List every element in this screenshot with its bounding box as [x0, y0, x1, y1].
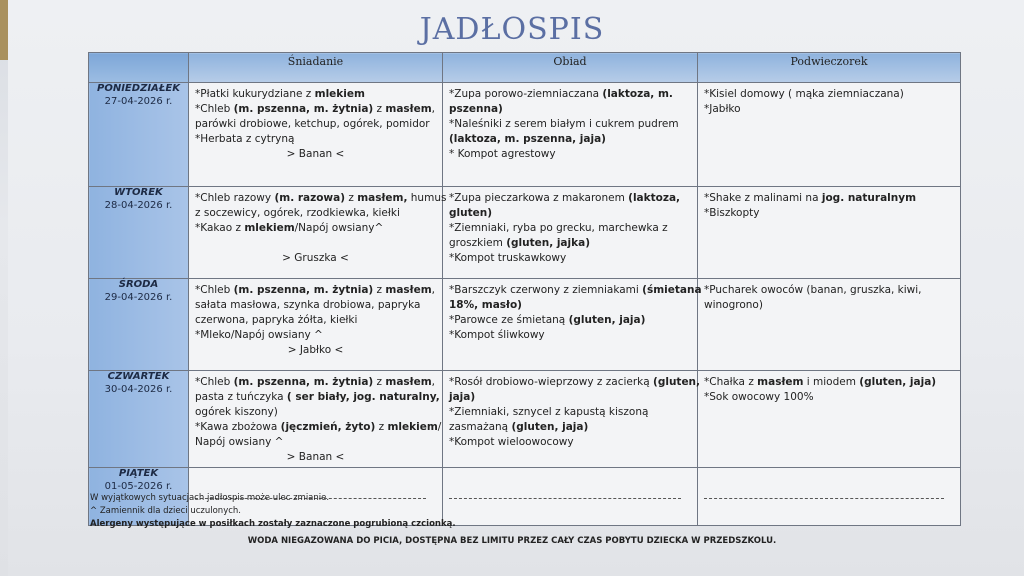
note-menu-change: W wyjątkowych sytuacjach jadłospis może ulec zmianie. [90, 493, 330, 503]
allergen-text: gluten) [449, 207, 493, 219]
meal-cell-lunch [443, 371, 701, 468]
meal-line [195, 251, 436, 266]
meal-text: z [375, 421, 388, 433]
allergen-text: (m. pszenna, m. żytnia) [233, 103, 374, 115]
meal-text: *Kakao z [195, 222, 245, 234]
allergen-text: (m. razowa) [274, 192, 346, 204]
meal-line [449, 132, 691, 147]
meal-line [449, 236, 691, 251]
allergen-text: masłem [385, 103, 432, 115]
meal-text: *Pucharek owoców (banan, gruszka, kiwi, [704, 284, 922, 296]
meal-line [449, 420, 691, 435]
meal-line [449, 283, 702, 298]
meal-text: > Jabłko < [287, 344, 344, 356]
meal-line [449, 251, 691, 266]
meal-line [195, 313, 436, 328]
meal-text: *Jabłko [704, 103, 741, 115]
meal-text: *Chleb [195, 284, 234, 296]
meal-text: *Naleśniki z serem białym i cukrem pudrem [449, 118, 679, 130]
meal-line [449, 191, 691, 206]
page-title: JADŁOSPIS [419, 12, 605, 47]
meal-line [449, 390, 691, 405]
meal-text: *Kawa zbożowa [195, 421, 281, 433]
allergen-text: (m. pszenna, m. żytnia) [233, 284, 374, 296]
day-name: WTOREK [114, 187, 163, 198]
allergen-text: ( ser biały, jog. naturalny, [286, 391, 440, 403]
allergen-text: (m. pszenna, m. żytnia) [233, 376, 374, 388]
allergen-text: jaja) [449, 391, 476, 403]
footnotes [90, 492, 456, 531]
meal-line [449, 102, 691, 117]
meal-line [704, 102, 954, 117]
meal-line [449, 298, 691, 313]
meal-text: z [373, 284, 386, 296]
meal-text: sałata masłowa, szynka drobiowa, papryka [195, 299, 421, 311]
meal-line [195, 147, 436, 162]
meal-text: , [431, 103, 435, 115]
meal-text: *Kompot truskawkowy [449, 252, 567, 264]
day-date: 27-04-2026 r. [104, 96, 173, 107]
meal-line [449, 87, 691, 102]
day-row [89, 371, 961, 468]
meal-text: *Sok owocowy 100% [704, 391, 814, 403]
meal-line [195, 132, 436, 147]
meal-text: winogrono) [704, 299, 763, 311]
meal-text: ogórek kiszony) [195, 406, 278, 418]
allergen-text: pszenna) [449, 103, 503, 115]
meal-text: *Barszczyk czerwony z ziemniakami [449, 284, 643, 296]
allergen-text: (jęczmień, żyto) [280, 421, 376, 433]
column-header-breakfast: Śniadanie [189, 53, 443, 83]
meal-line [195, 298, 436, 313]
day-name: ŚRODA [118, 279, 159, 290]
day-name: PONIEDZIAŁEK [97, 83, 180, 94]
meal-cell-snack [698, 279, 961, 371]
meal-line [449, 313, 691, 328]
day-label-cell [89, 371, 189, 468]
meal-line [195, 102, 436, 117]
meal-line [195, 405, 436, 420]
corner-cell [89, 53, 189, 83]
meal-text: * Kompot agrestowy [449, 148, 556, 160]
meal-line [195, 87, 436, 102]
allergen-text: (gluten, [653, 376, 701, 388]
allergen-text: masłem [385, 284, 432, 296]
meal-text: z [345, 192, 358, 204]
meal-cell-breakfast [189, 83, 443, 187]
meal-text: *Parowce ze śmietaną [449, 314, 569, 326]
day-row [89, 187, 961, 279]
meal-line [704, 298, 954, 313]
meal-text: *Zupa pieczarkowa z makaronem [449, 192, 629, 204]
meal-line [449, 435, 691, 450]
meal-line [195, 206, 436, 221]
day-label-cell [89, 187, 189, 279]
allergen-text: mlekiem [387, 421, 438, 433]
meal-text: czerwona, papryka żółta, kiełki [195, 314, 358, 326]
meal-text: , [431, 284, 435, 296]
allergen-text: masłem [757, 376, 804, 388]
meal-line [704, 191, 954, 206]
meal-line [195, 117, 436, 132]
meal-line [704, 390, 954, 405]
meal-cell-snack [698, 187, 961, 279]
allergen-text: masłem [385, 376, 432, 388]
allergen-text: (gluten, jaja) [859, 376, 937, 388]
note-substitute: ^ Zamiennik dla dzieci uczulonych. [90, 506, 241, 516]
day-date: 29-04-2026 r. [104, 292, 173, 303]
meal-text: parówki drobiowe, ketchup, ogórek, pomidor [195, 118, 430, 130]
meal-cell-breakfast [189, 371, 443, 468]
meal-text: *Chleb [195, 376, 234, 388]
day-name: CZWARTEK [107, 371, 170, 382]
meal-text: pasta z tuńczyka [195, 391, 287, 403]
meal-text: *Chałka z [704, 376, 758, 388]
meal-line [449, 206, 691, 221]
meal-cell-breakfast [189, 187, 447, 279]
allergen-text: (laktoza, m. pszenna, jaja) [449, 133, 606, 145]
meal-text: , [431, 376, 435, 388]
allergen-text: 18%, masło) [449, 299, 522, 311]
meal-line [449, 221, 691, 236]
water-notice: WODA NIEGAZOWANA DO PICIA, DOSTĘPNA BEZ LIMITU PRZEZ CAŁY CZAS POBYTU DZIECKA W PRZEDSZKOLU. [247, 536, 777, 546]
meal-line [195, 191, 447, 206]
allergen-text: mlekiem [244, 222, 295, 234]
column-header-snack: Podwieczorek [698, 53, 961, 83]
meal-text: *Płatki kukurydziane z [195, 88, 315, 100]
meal-line [195, 390, 440, 405]
meal-cell-breakfast [189, 279, 443, 371]
meal-text: humus [407, 192, 447, 204]
allergen-text: (gluten, jaja) [511, 421, 589, 433]
meal-line [195, 450, 436, 465]
meal-cell-lunch [443, 83, 698, 187]
day-date: 01-05-2026 r. [104, 481, 173, 492]
meal-line [704, 283, 954, 298]
meal-text: *Rosół drobiowo-wieprzowy z zacierką [449, 376, 654, 388]
meal-cell-snack [698, 371, 961, 468]
note-allergens: Alergeny występujące w posiłkach zostały zaznaczone pogrubioną czcionką. [90, 519, 456, 529]
meal-text: *Chleb razowy [195, 192, 275, 204]
empty-entry-line [449, 498, 681, 499]
meal-text: Napój owsiany ^ [195, 436, 284, 448]
meal-line [195, 221, 436, 236]
meal-text: *Zupa porowo-ziemniaczana [449, 88, 603, 100]
meal-text: *Chleb [195, 103, 234, 115]
meal-line [195, 375, 436, 390]
day-row [89, 83, 961, 187]
meal-line [449, 405, 691, 420]
meal-text: *Ziemniaki, ryba po grecku, marchewka z [449, 222, 668, 234]
meal-line [449, 147, 691, 162]
meal-cell-snack [698, 83, 961, 187]
empty-entry-line [704, 498, 944, 499]
day-label-cell [89, 279, 189, 371]
column-header-lunch: Obiad [443, 53, 698, 83]
allergen-text: jog. naturalnym [821, 192, 917, 204]
meal-text: *Kisiel domowy ( mąka ziemniaczana) [704, 88, 904, 100]
meal-line [195, 236, 436, 251]
meal-text: *Kompot śliwkowy [449, 329, 545, 341]
meal-line [195, 343, 436, 358]
meal-line [449, 375, 701, 390]
meal-line [704, 206, 954, 221]
meal-text: /Napój owsiany^ [294, 222, 384, 234]
meal-text: / [437, 421, 442, 433]
meal-line [704, 87, 954, 102]
meal-cell-lunch [443, 468, 698, 526]
day-row [89, 279, 961, 371]
meal-line [195, 435, 436, 450]
day-date: 28-04-2026 r. [104, 200, 173, 211]
meal-line [195, 328, 436, 343]
meal-cell-lunch [443, 187, 698, 279]
meal-text: *Ziemniaki, sznycel z kapustą kiszoną [449, 406, 649, 418]
day-label-cell [89, 83, 189, 187]
meal-text: z [373, 103, 386, 115]
meal-text: zasmażaną [449, 421, 512, 433]
meal-line [704, 375, 954, 390]
allergen-text: (śmietana [642, 284, 702, 296]
meal-line [449, 328, 691, 343]
allergen-text: masłem, [357, 192, 408, 204]
meal-text: i miodem [803, 376, 860, 388]
day-date: 30-04-2026 r. [104, 384, 173, 395]
meal-text: > Banan < [286, 148, 345, 160]
meal-text: *Herbata z cytryną [195, 133, 295, 145]
meal-text: *Mleko/Napój owsiany ^ [195, 329, 323, 341]
meal-text: z [373, 376, 386, 388]
meal-line [449, 117, 691, 132]
header-row [89, 53, 961, 83]
day-name: PIĄTEK [118, 468, 159, 479]
meal-line [195, 283, 436, 298]
meal-text: *Biszkopty [704, 207, 760, 219]
allergen-text: (laktoza, m. [602, 88, 673, 100]
meal-cell-snack [698, 468, 961, 526]
meal-text: > Gruszka < [282, 252, 349, 264]
meal-text: z soczewicy, ogórek, rzodkiewka, kiełki [195, 207, 400, 219]
meal-cell-lunch [443, 279, 702, 371]
meal-text: > Banan < [286, 451, 345, 463]
allergen-text: (laktoza, [628, 192, 681, 204]
meal-text: groszkiem [449, 237, 507, 249]
allergen-text: mlekiem [314, 88, 365, 100]
allergen-text: (gluten, jajka) [506, 237, 590, 249]
meal-text: *Kompot wieloowocowy [449, 436, 574, 448]
menu-table [88, 52, 961, 526]
allergen-text: (gluten, jaja) [568, 314, 646, 326]
meal-line [195, 420, 442, 435]
meal-text: *Shake z malinami na [704, 192, 822, 204]
